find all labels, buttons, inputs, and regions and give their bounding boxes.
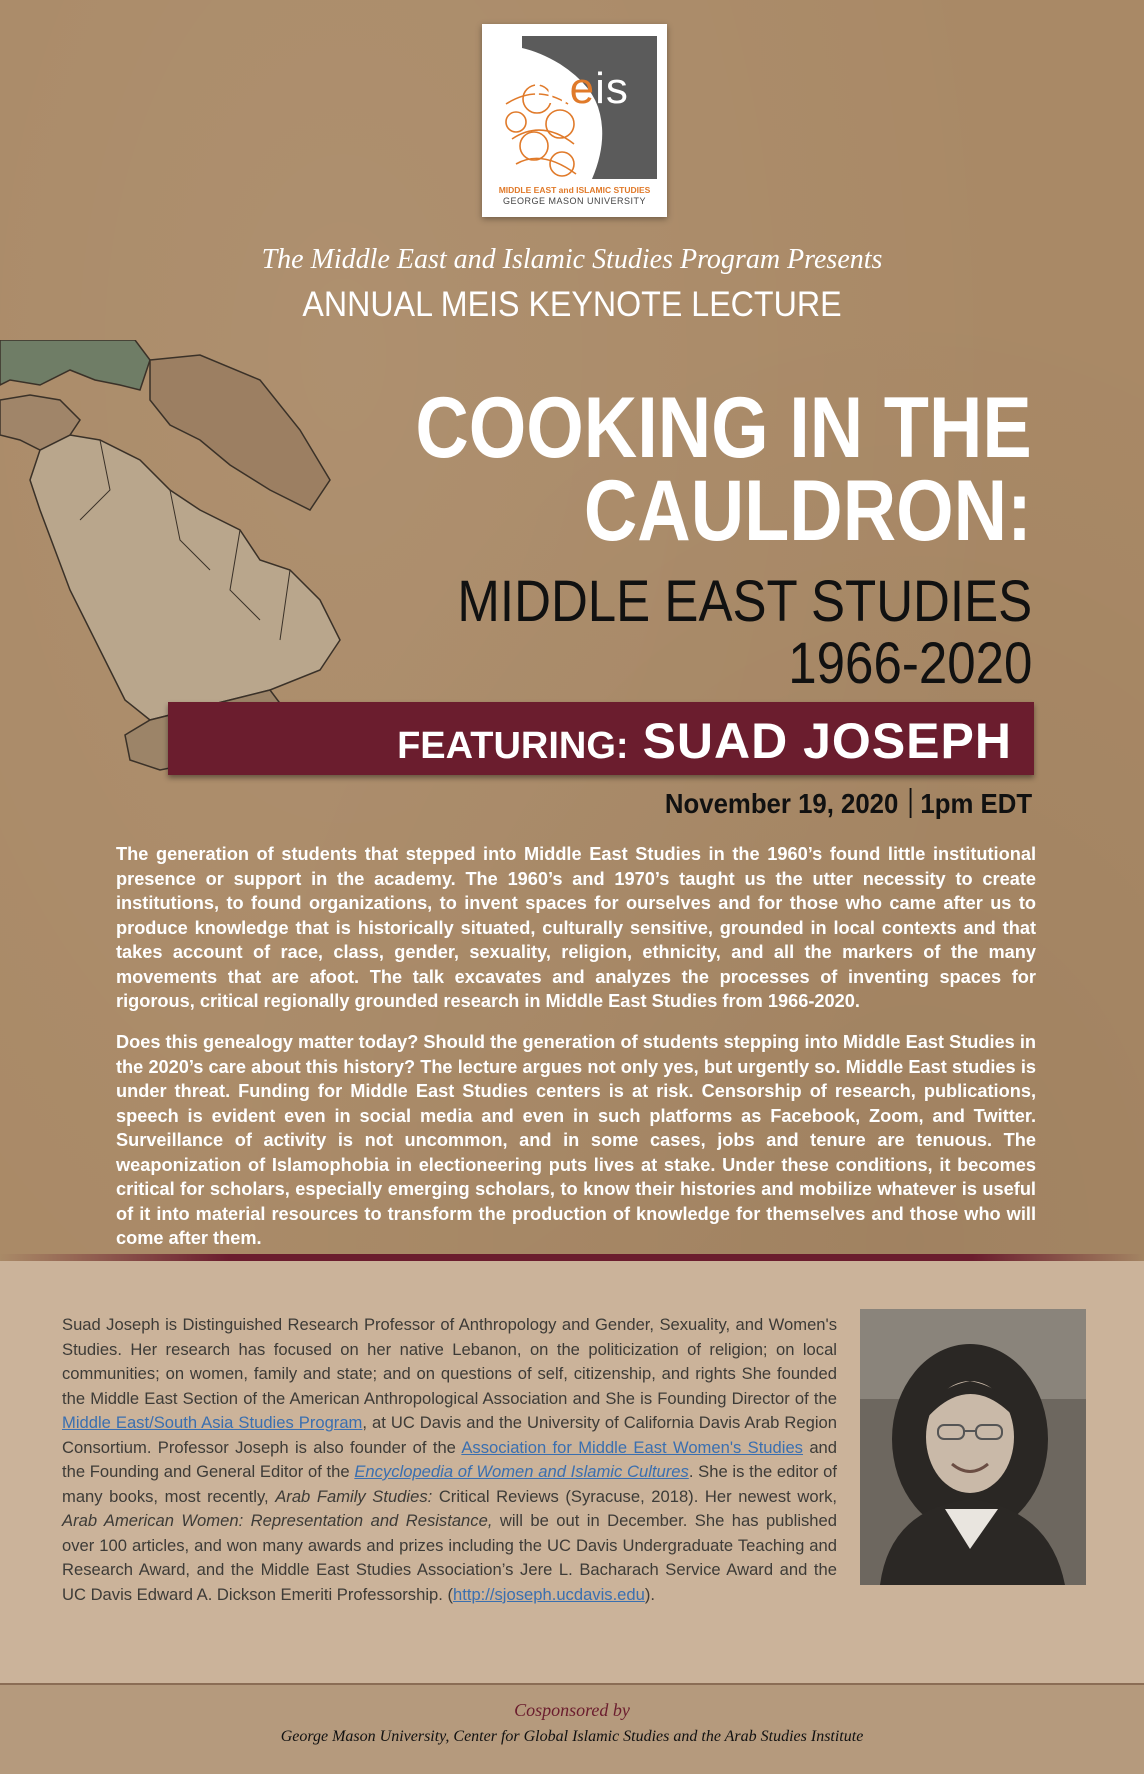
title-line-2: CAULDRON: xyxy=(584,463,1032,559)
bio-text-3: and the Founding and General Editor of the xyxy=(62,1437,838,1481)
featuring-text xyxy=(397,712,1012,770)
footer-divider xyxy=(0,1683,1144,1685)
abstract-paragraph-2: Does this genealogy matter today? Should the generation of students stepping into Middle East Studies in the 2020’s care about this history? The lecture argues not only yes, but urgently so. Middle East studies is under threat. Funding for Middle East Studies centers is at risk. Censorship of research, publications, speech is evident even in social media and even in such platforms as Facebook, Zoom, and Twitter. Surveillance of activity is not uncommon, and in some cases, jobs and tenure are tenuous. The weaponization of Islamophobia in electioneering puts lives at stake. Under these conditions, it becomes critical for scholars, especially emerging scholars, to know their histories and mobilize whatever is useful of it into material resources to transform the production of knowledge for themselves and those who will come after them. xyxy=(116,1032,1036,1248)
bio-text-5: Critical Reviews (Syracuse, 2018). Her newest work, xyxy=(432,1486,838,1506)
speaker-portrait-graphic xyxy=(860,1309,1086,1585)
logo-letters-is: is xyxy=(595,64,629,113)
cosponsored-label: Cosponsored by xyxy=(514,1700,630,1720)
speaker-photo xyxy=(860,1309,1086,1585)
speaker-name: SUAD JOSEPH xyxy=(642,713,1012,769)
event-date: November 19, 2020 xyxy=(664,788,899,819)
bio-book-2: Arab American Women: Representation and Resistance, xyxy=(62,1511,493,1530)
logo-wordmark xyxy=(532,64,629,114)
logo-caption-program: MIDDLE EAST and ISLAMIC STUDIES xyxy=(498,185,651,195)
event-type: ANNUAL MEIS KEYNOTE LECTURE xyxy=(302,285,842,324)
title-line-1: COOKING IN THE xyxy=(415,380,1032,476)
logo-letter-m: m xyxy=(532,64,570,113)
featuring-banner xyxy=(168,702,1034,775)
link-personal-site[interactable]: http://sjoseph.ucdavis.edu xyxy=(453,1584,645,1604)
bio-text-7: ). xyxy=(644,1584,656,1604)
event-date-time xyxy=(665,788,1032,820)
presents-line: The Middle East and Islamic Studies Program Presents xyxy=(261,244,883,275)
map-region-north xyxy=(0,340,150,390)
link-encyclopedia[interactable]: Encyclopedia of Women and Islamic Cultures xyxy=(354,1462,689,1481)
sponsors-list: George Mason University, Center for Global Islamic Studies and the Arab Studies Institute xyxy=(280,1728,864,1745)
abstract-paragraph-1: The generation of students that stepped into Middle East Studies in the 1960’s found little institutional presence or support in the academy. The 1960’s and 1970’s taught us the utter necessity to create institutions, to found organizations, to invent spaces for ourselves and for those who came after us to produce knowledge that is historically situated, culturally sensitive, grounded in local contexts and that takes account of race, class, gender, sexuality, religion, ethnicity, and all the markers of the many movements that are afoot. The talk excavates and analyzes the processes of inventing spaces for rigorous, critical regionally grounded research in Middle East Studies from 1966-2020. xyxy=(116,844,1036,1011)
link-amews[interactable]: Association for Middle East Women's Studies xyxy=(461,1437,803,1457)
event-time: 1pm EDT xyxy=(920,788,1032,819)
map-region-east xyxy=(150,355,330,510)
subtitle-line-2: 1966-2020 xyxy=(787,631,1032,696)
logo-letter-e: e xyxy=(569,64,596,113)
speaker-bio xyxy=(62,1313,837,1607)
date-time-separator xyxy=(909,788,911,818)
meis-logo xyxy=(482,24,667,217)
featuring-label: FEATURING: xyxy=(397,725,629,767)
bio-book-1: Arab Family Studies: xyxy=(275,1486,433,1506)
bio-text-2: , at UC Davis and the University of California Davis Arab Region Consortium. Professor Joseph is also founder of the xyxy=(62,1413,837,1457)
section-divider xyxy=(0,1254,1144,1261)
logo-caption-university: GEORGE MASON UNIVERSITY xyxy=(502,196,647,206)
bio-text-4: . She is the editor of many books, most recently, xyxy=(62,1462,837,1506)
bio-text-6: will be out in December. She has published over 100 articles, and won many awards and prizes including the UC Davis Undergraduate Teaching and Research Award, and the Middle East Studies Association’s Jere L. Bacharach Service Award and the UC Davis Edward A. Dickson Emeriti Professorship. ( xyxy=(62,1511,837,1604)
subtitle-line-1: MIDDLE EAST STUDIES xyxy=(457,569,1032,634)
link-mesa-program[interactable]: Middle East/South Asia Studies Program xyxy=(62,1413,363,1432)
bio-text-1: Suad Joseph is Distinguished Research Professor of Anthropology and Gender, Sexuality, and Women's Studies. Her research has focused on her native Lebanon, on the politicization of religion; on local communities; on women, family and state; and on questions of self, citizenship, and rights She founded the Middle East Section of the American Anthropological Association and She is Founding Director of the xyxy=(62,1315,837,1408)
